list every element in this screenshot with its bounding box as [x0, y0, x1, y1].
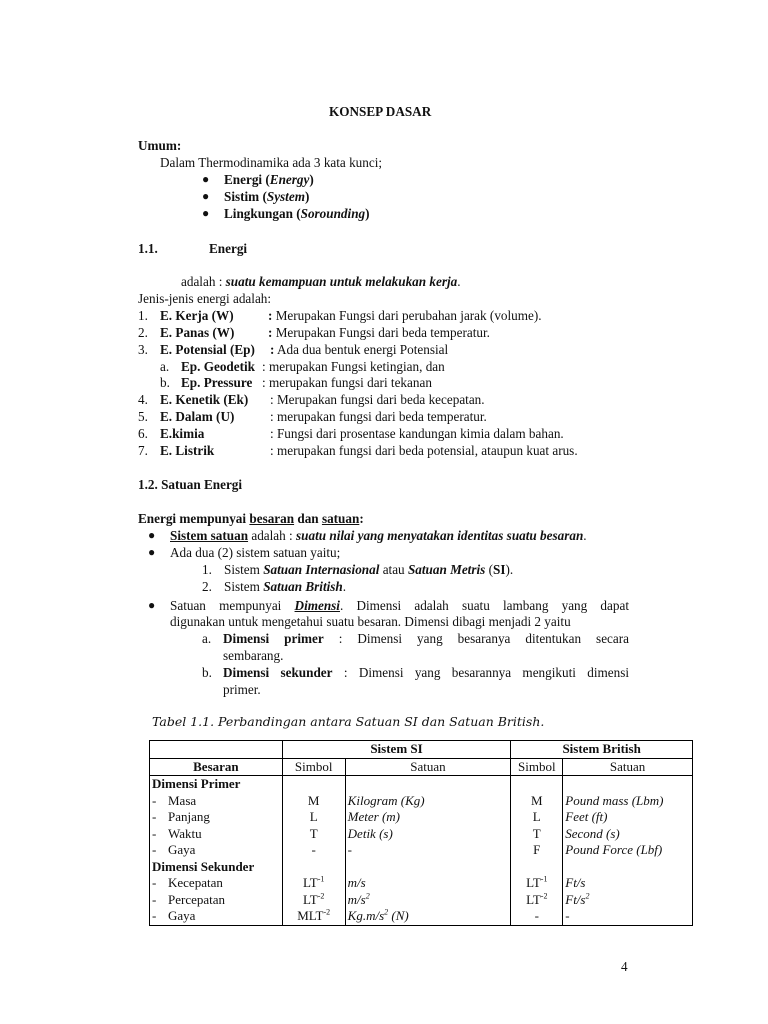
- page-number: 4: [621, 959, 628, 974]
- sistem-item: Sistem Satuan Internasional atau Satuan Metris (SI).: [224, 562, 514, 577]
- british-unit: Pound Force (Lbf): [563, 842, 693, 859]
- group-label: Dimensi Primer: [150, 776, 283, 793]
- header-sistem-si: Sistem SI: [282, 741, 511, 759]
- british-unit: Pound mass (Lbm): [563, 793, 693, 810]
- british-symbol: M: [511, 793, 563, 810]
- header-besaran: Besaran: [150, 758, 283, 776]
- list-number: 2.: [138, 325, 148, 340]
- si-unit: $Kg.m/s^2$ (N): [345, 908, 511, 925]
- energy-type-name: E. Listrik: [160, 443, 215, 458]
- types-intro: Jenis-jenis energi adalah:: [138, 291, 272, 306]
- british-symbol: -: [511, 908, 563, 925]
- satuan-lead: Energi mempunyai besaran dan satuan:: [138, 511, 364, 526]
- sistem-satuan-definition: Sistem satuan adalah : suatu nilai yang menyatakan identitas suatu besaran.: [170, 528, 587, 543]
- row-label: - Gaya: [150, 908, 283, 925]
- header-satuan: Satuan: [563, 758, 693, 776]
- table-subheader-row: [150, 758, 693, 776]
- list-number: 1.: [202, 562, 212, 577]
- energy-type-name: E. Kenetik (Ek): [160, 392, 249, 407]
- sistem-item: Sistem Satuan British.: [224, 579, 347, 594]
- list-letter: a.: [160, 359, 170, 374]
- list-number: 1.: [138, 308, 148, 323]
- table-row: [150, 826, 693, 843]
- keyword-item: Energi (Energy): [224, 172, 314, 187]
- energy-type-name: Ep. Pressure: [181, 375, 253, 390]
- group-label: Dimensi Sekunder: [150, 859, 283, 876]
- energy-type-desc: : merupakan fungsi dari beda temperatur.: [270, 409, 487, 424]
- page-title: KONSEP DASAR: [329, 104, 432, 119]
- row-label: - Percepatan: [150, 892, 283, 909]
- energi-definition: adalah : suatu kemampuan untuk melakukan kerja.: [181, 274, 461, 289]
- list-number: 6.: [138, 426, 148, 441]
- header-simbol: Simbol: [282, 758, 345, 776]
- energy-type-desc: : merupakan fungsi dari beda potensial, ataupun kuat arus.: [270, 443, 578, 458]
- table-row: [150, 793, 693, 810]
- british-symbol: $LT^{-1}$: [511, 875, 563, 892]
- dimensi-primer-line2: sembarang.: [223, 648, 284, 663]
- row-label: - Waktu: [150, 826, 283, 843]
- header-sistem-british: Sistem British: [511, 741, 693, 759]
- si-symbol: $MLT^{-2}$: [282, 908, 345, 925]
- energy-type-name: E.kimia: [160, 426, 205, 441]
- row-label: - Panjang: [150, 809, 283, 826]
- table-header-row: [150, 741, 693, 759]
- energy-type-desc: : Merupakan Fungsi dari beda temperatur.: [268, 325, 490, 340]
- british-symbol: $LT^{-2}$: [511, 892, 563, 909]
- energy-type-name: E. Kerja (W): [160, 308, 234, 323]
- energy-type-desc: : Merupakan fungsi dari beda kecepatan.: [270, 392, 485, 407]
- list-number: 7.: [138, 443, 148, 458]
- table-row: [150, 892, 693, 909]
- comparison-table: [149, 740, 693, 926]
- energy-type-desc: : Merupakan Fungsi dari perubahan jarak (volume).: [268, 308, 542, 323]
- section-title: Energi: [209, 241, 248, 256]
- british-symbol: T: [511, 826, 563, 843]
- si-unit: $m/s^2$: [345, 892, 511, 909]
- sistem-intro: Ada dua (2) sistem satuan yaitu;: [170, 545, 341, 560]
- bullet-icon: ●: [148, 545, 156, 559]
- list-letter: b.: [202, 665, 212, 680]
- british-unit: Second (s): [563, 826, 693, 843]
- dimensi-primer-line1: Dimensi primer : Dimensi yang besaranya ditentukan secara: [223, 631, 629, 646]
- si-symbol: L: [282, 809, 345, 826]
- si-symbol: T: [282, 826, 345, 843]
- si-symbol: M: [282, 793, 345, 810]
- energy-type-desc: : Ada dua bentuk energi Potensial: [270, 342, 449, 357]
- header-empty-cell: [150, 741, 283, 759]
- keyword-item: Lingkungan (Sorounding): [224, 206, 370, 221]
- bullet-icon: ●: [202, 189, 210, 203]
- list-number: 5.: [138, 409, 148, 424]
- si-symbol: $LT^{-2}$: [282, 892, 345, 909]
- energy-type-desc: : merupakan fungsi dari tekanan: [262, 375, 432, 390]
- dimensi-sekunder-line2: primer.: [223, 682, 261, 697]
- section-heading: 1.2. Satuan Energi: [138, 477, 243, 492]
- energy-type-name: E. Panas (W): [160, 325, 235, 340]
- list-letter: a.: [202, 631, 212, 646]
- list-number: 3.: [138, 342, 148, 357]
- table-row: [150, 908, 693, 925]
- list-number: 2.: [202, 579, 212, 594]
- si-symbol: $LT^{-1}$: [282, 875, 345, 892]
- row-label: - Kecepatan: [150, 875, 283, 892]
- british-unit: -: [563, 908, 693, 925]
- header-simbol: Simbol: [511, 758, 563, 776]
- keyword-item: Sistim (System): [224, 189, 310, 204]
- si-unit: Detik (s): [345, 826, 511, 843]
- british-unit: $Ft/s^2$: [563, 892, 693, 909]
- header-satuan: Satuan: [345, 758, 511, 776]
- list-number: 4.: [138, 392, 148, 407]
- british-symbol: F: [511, 842, 563, 859]
- table-row: [150, 875, 693, 892]
- energy-type-name: E. Potensial (Ep): [160, 342, 255, 357]
- table-caption: Tabel 1.1. Perbandingan antara Satuan SI dan Satuan British.: [152, 714, 545, 729]
- table-row: [150, 842, 693, 859]
- umum-intro: Dalam Thermodinamika ada 3 kata kunci;: [160, 155, 383, 170]
- energy-type-desc: : Fungsi dari prosentase kandungan kimia dalam bahan.: [270, 426, 564, 441]
- list-letter: b.: [160, 375, 170, 390]
- bullet-icon: ●: [148, 598, 156, 612]
- si-symbol: -: [282, 842, 345, 859]
- bullet-icon: ●: [202, 206, 210, 220]
- dimensi-line2: digunakan untuk mengetahui suatu besaran. Dimensi dibagi menjadi 2 yaitu: [170, 614, 571, 629]
- british-symbol: L: [511, 809, 563, 826]
- si-unit: Kilogram (Kg): [345, 793, 511, 810]
- energy-type-desc: : merupakan Fungsi ketingian, dan: [262, 359, 445, 374]
- energy-type-name: Ep. Geodetik: [181, 359, 256, 374]
- bullet-icon: ●: [202, 172, 210, 186]
- table-group-row: [150, 776, 693, 793]
- si-unit: m/s: [345, 875, 511, 892]
- dimensi-line1: Satuan mempunyai Dimensi. Dimensi adalah suatu lambang yang dapat: [170, 598, 629, 613]
- bullet-icon: ●: [148, 528, 156, 542]
- table-row: [150, 809, 693, 826]
- si-unit: Meter (m): [345, 809, 511, 826]
- row-label: - Gaya: [150, 842, 283, 859]
- section-number: 1.1.: [138, 241, 158, 256]
- dimensi-sekunder-line1: Dimensi sekunder : Dimensi yang besarannya mengikuti dimensi: [223, 665, 629, 680]
- row-label: - Masa: [150, 793, 283, 810]
- british-unit: Feet (ft): [563, 809, 693, 826]
- british-unit: Ft/s: [563, 875, 693, 892]
- energy-type-name: E. Dalam (U): [160, 409, 235, 424]
- si-unit: -: [345, 842, 511, 859]
- umum-heading: Umum:: [138, 138, 182, 153]
- table-group-row: [150, 859, 693, 876]
